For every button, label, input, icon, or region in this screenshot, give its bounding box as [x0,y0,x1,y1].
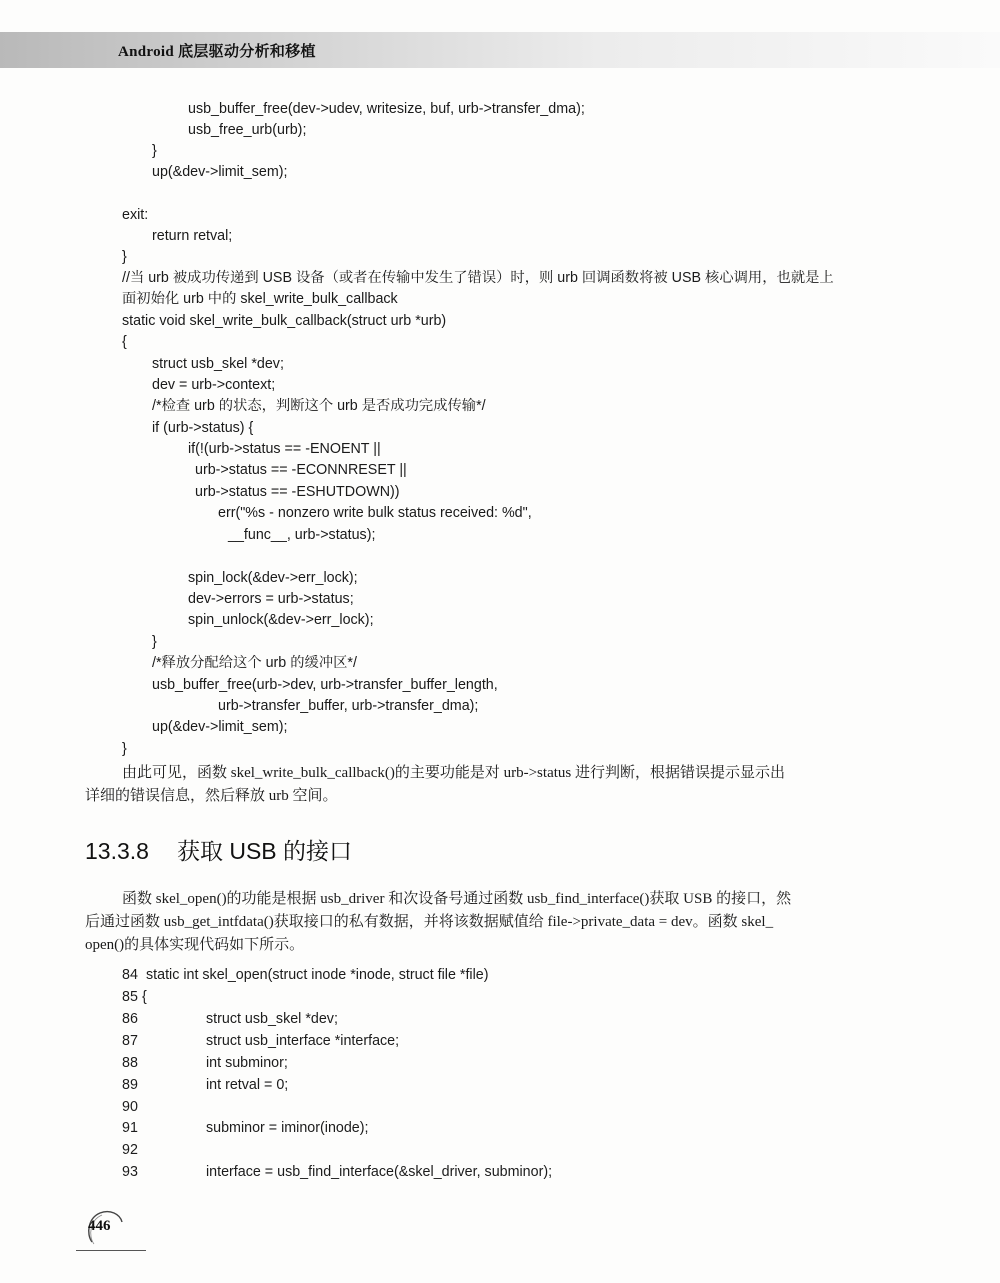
listing-line-number: 93 [122,1164,138,1180]
listing-line-number: 91 [122,1120,138,1136]
code-line: usb_buffer_free(urb->dev, urb->transfer_buffer_length, [152,677,498,693]
code-comment: /*释放分配给这个 urb 的缓冲区*/ [152,655,357,671]
listing-line-number: 85 [122,989,138,1005]
listing-line-number: 90 [122,1099,138,1115]
code-line: spin_unlock(&dev->err_lock); [188,612,374,628]
code-line: { [122,334,127,350]
listing-line-number: 87 [122,1033,138,1049]
code-comment: //当 urb 被成功传递到 USB 设备（或者在传输中发生了错误）时，则 urb 回调函数将被 USB 核心调用，也就是上 [122,270,834,286]
code-line: } [122,249,127,265]
running-header-title: Android 底层驱动分析和移植 [118,44,316,60]
code-line: if (urb->status) { [152,420,254,436]
listing-code: { [142,989,147,1005]
code-line: up(&dev->limit_sem); [152,164,288,180]
code-line: err("%s - nonzero write bulk status received: %d", [218,505,532,521]
code-line: return retval; [152,228,233,244]
code-line: struct usb_skel *dev; [152,356,284,372]
page-number: 446 [88,1218,111,1234]
listing-line-number: 88 [122,1055,138,1071]
footer-rule [76,1250,146,1251]
body-paragraph-line: 详细的错误信息，然后释放 urb 空间。 [85,788,338,804]
section-title-text: 获取 USB 的接口 [176,838,353,864]
code-line: urb->status == -ECONNRESET || [195,462,407,478]
listing-code: static int skel_open(struct inode *inode, struct file *file) [146,967,489,983]
code-line: exit: [122,207,149,223]
body-paragraph-line: 由此可见，函数 skel_write_bulk_callback()的主要功能是对 urb->status 进行判断，根据错误提示显示出 [122,765,785,781]
code-line: if(!(urb->status == -ENOENT || [188,441,381,457]
listing-code: int retval = 0; [206,1077,289,1093]
listing-line-number: 92 [122,1142,138,1158]
code-line: spin_lock(&dev->err_lock); [188,570,358,586]
code-line: urb->transfer_buffer, urb->transfer_dma); [218,698,479,714]
listing-line-number: 84 [122,967,138,983]
code-line: dev = urb->context; [152,377,276,393]
code-line: } [152,143,157,159]
code-line: static void skel_write_bulk_callback(struct urb *urb) [122,313,447,329]
section-heading [85,833,352,866]
body-paragraph-line: 后通过函数 usb_get_intfdata()获取接口的私有数据，并将该数据赋值给 file->private_data = dev。函数 skel_ [85,914,774,930]
listing-line-number: 89 [122,1077,138,1093]
code-line: } [152,634,157,650]
listing-code: int subminor; [206,1055,288,1071]
code-line: __func__, urb->status); [228,527,376,543]
listing-code: struct usb_skel *dev; [206,1011,338,1027]
code-comment: 面初始化 urb 中的 skel_write_bulk_callback [122,291,398,307]
body-paragraph-line: open()的具体实现代码如下所示。 [85,937,305,953]
listing-line-number: 86 [122,1011,138,1027]
body-paragraph-line: 函数 skel_open()的功能是根据 usb_driver 和次设备号通过函数 usb_find_interface()获取 USB 的接口，然 [122,891,792,907]
listing-code: struct usb_interface *interface; [206,1033,400,1049]
code-line: urb->status == -ESHUTDOWN)) [195,484,400,500]
listing-code: subminor = iminor(inode); [206,1120,369,1136]
code-line: usb_free_urb(urb); [188,122,307,138]
section-number: 13.3.8 [85,838,149,864]
code-line: up(&dev->limit_sem); [152,719,288,735]
code-line: dev->errors = urb->status; [188,591,354,607]
code-comment: /*检查 urb 的状态，判断这个 urb 是否成功完成传输*/ [152,398,486,414]
code-line: usb_buffer_free(dev->udev, writesize, buf, urb->transfer_dma); [188,101,585,117]
listing-code: interface = usb_find_interface(&skel_driver, subminor); [206,1164,553,1180]
code-line: } [122,741,127,757]
